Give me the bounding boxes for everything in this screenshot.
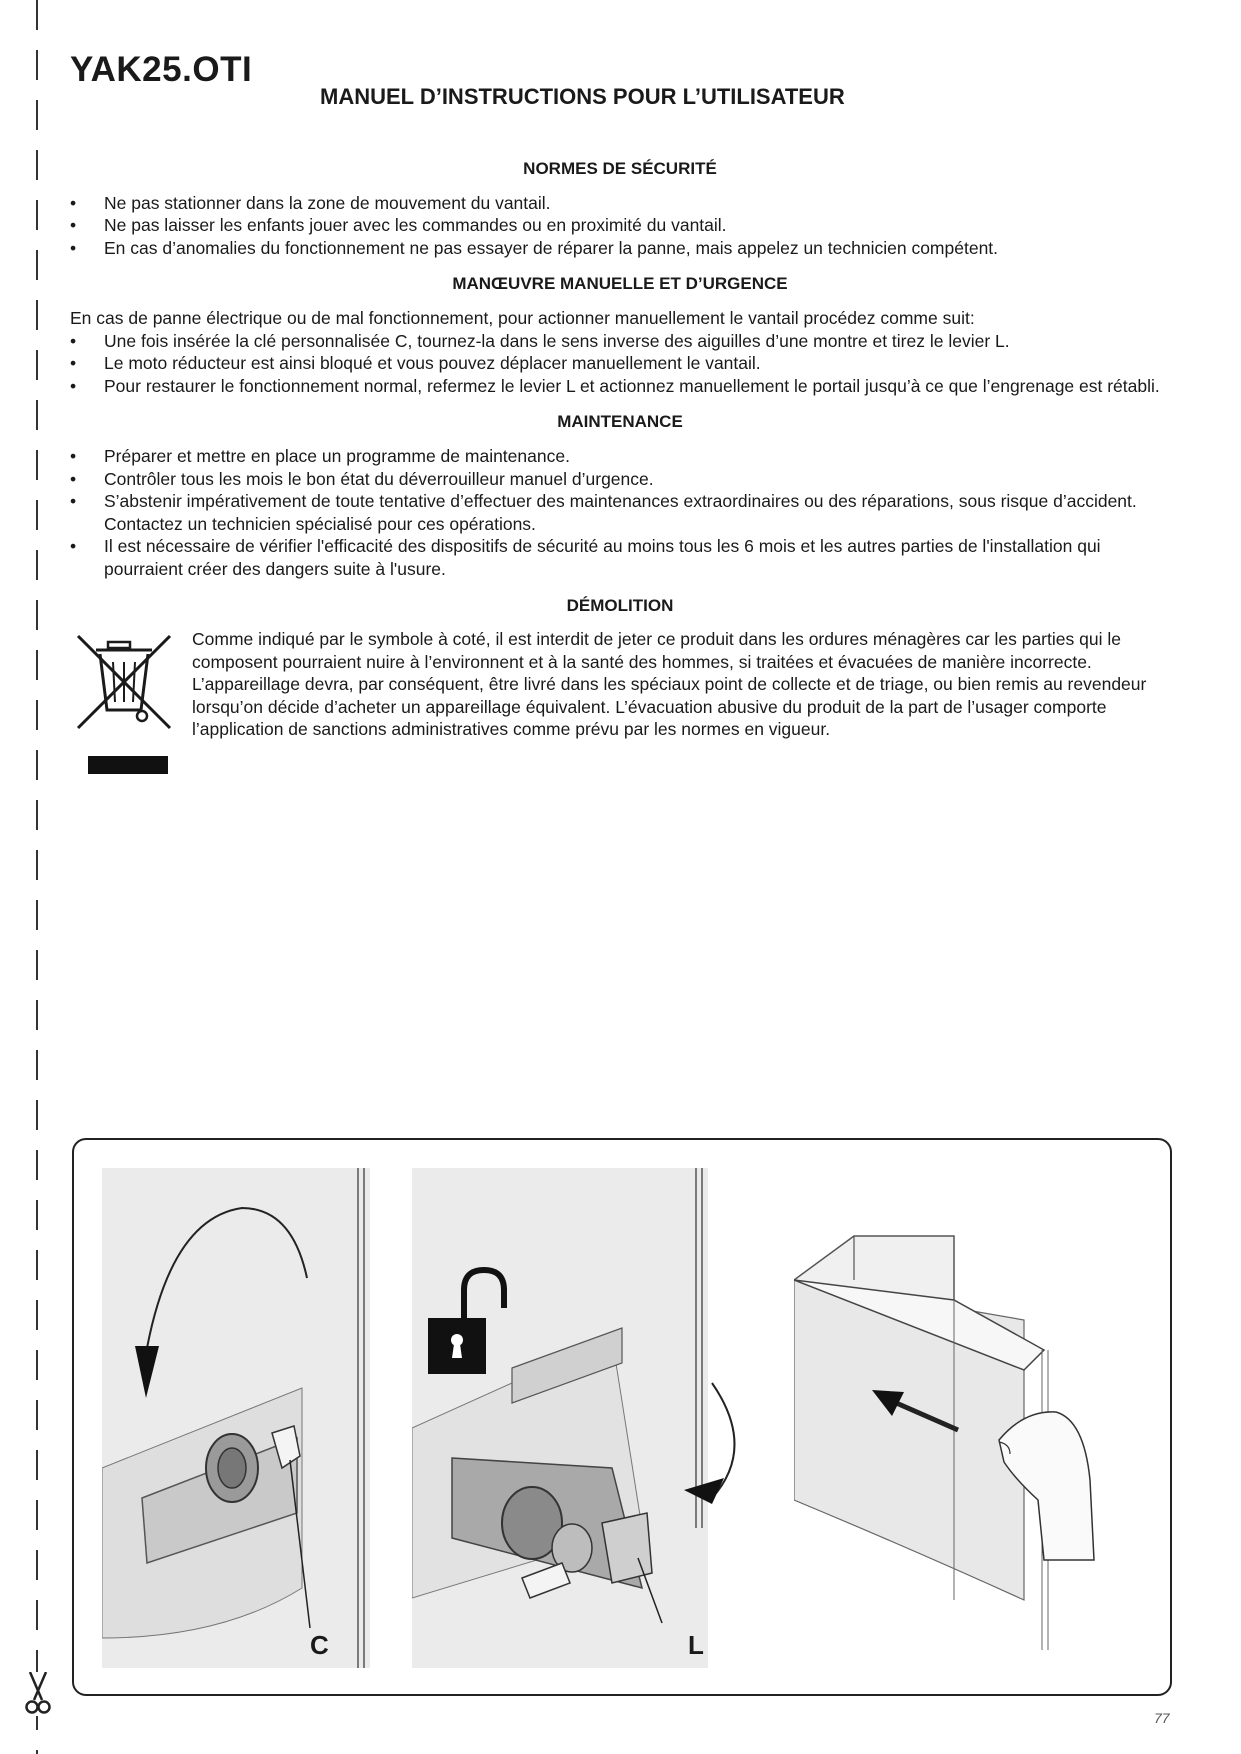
maintenance-section <box>70 411 1170 580</box>
list-item: • S’abstenir impérativement de toute tentative d’effectuer des maintenances extraordinaires ou des réparations, sous risque d’accident. Contactez un technicien spécialisé pour ces opérations. <box>70 490 1170 535</box>
manual-intro: En cas de panne électrique ou de mal fonctionnement, pour actionner manuellement le vantail procédez comme suit: <box>70 307 975 328</box>
demolition-text: Comme indiqué par le symbole à coté, il est interdit de jeter ce produit dans les ordures ménagères car les parties qui le composent pourraient nuire à l’environnent et à la santé des hommes, si traitées et évacuées de manière incorrecte. L’appareillage devra, par conséquent, être livré dans les spéciaux point de collecte et de triage, ou bien remis au revendeur lorsqu’on décide d’acheter un appareillage équivalent. L’évacuation abusive du produit de la part de l’usager comporte l’application de sanctions administratives comme prévu par les normes en vigueur. <box>192 629 1147 740</box>
manual-section <box>70 273 1170 397</box>
list-item: • Ne pas stationner dans la zone de mouvement du vantail. <box>70 192 1170 215</box>
cut-line <box>36 0 38 1754</box>
key-label-c: C <box>310 1630 329 1660</box>
safety-list <box>70 192 1170 260</box>
model-name: YAK25.OTI <box>70 50 253 89</box>
list-item: • Pour restaurer le fonctionnement normal, refermez le levier L et actionnez manuellement le portail jusqu’à ce que l’engrenage est rétabli. <box>70 375 1170 398</box>
main-content <box>70 158 1170 788</box>
manual-push-illustration <box>794 1180 1154 1670</box>
manual-heading: MANŒUVRE MANUELLE ET D’URGENCE <box>452 274 788 294</box>
page-number: 77 <box>1154 1710 1170 1726</box>
demolition-heading: DÉMOLITION <box>566 595 674 615</box>
scissors-icon <box>24 1672 52 1716</box>
manual-list <box>70 330 1170 398</box>
demolition-section <box>70 595 1170 789</box>
list-item: • Il est nécessaire de vérifier l'efficacité des dispositifs de sécurité au moins tous les 6 mois et les autres parties de l'installation qui pourraient créer des dangers suite à l'usure. <box>70 535 1170 580</box>
maintenance-heading: MAINTENANCE <box>557 412 683 432</box>
lever-label-l: L <box>688 1630 704 1660</box>
demolition-body <box>70 628 1170 788</box>
lever-open-illustration <box>412 1168 782 1668</box>
document-title: MANUEL D’INSTRUCTIONS POUR L’UTILISATEUR <box>320 84 845 109</box>
instruction-figure <box>72 1138 1172 1696</box>
list-item: • Contrôler tous les mois le bon état du déverrouilleur manuel d’urgence. <box>70 468 1170 491</box>
list-item: • Le moto réducteur est ainsi bloqué et vous pouvez déplacer manuellement le vantail. <box>70 352 1170 375</box>
list-item: • Préparer et mettre en place un programme de maintenance. <box>70 445 1170 468</box>
list-item: • Une fois insérée la clé personnalisée C, tournez-la dans le sens inverse des aiguilles d’une montre et tirez le levier L. <box>70 330 1170 353</box>
list-item: • En cas d’anomalies du fonctionnement ne pas essayer de réparer la panne, mais appelez un technicien compétent. <box>70 237 1170 260</box>
weee-crossed-bin-icon <box>70 628 180 788</box>
safety-section <box>70 158 1170 259</box>
maintenance-list <box>70 445 1170 581</box>
key-rotation-illustration <box>102 1168 402 1668</box>
safety-heading: NORMES DE SÉCURITÉ <box>523 159 717 178</box>
list-item: • Ne pas laisser les enfants jouer avec les commandes ou en proximité du vantail. <box>70 214 1170 237</box>
